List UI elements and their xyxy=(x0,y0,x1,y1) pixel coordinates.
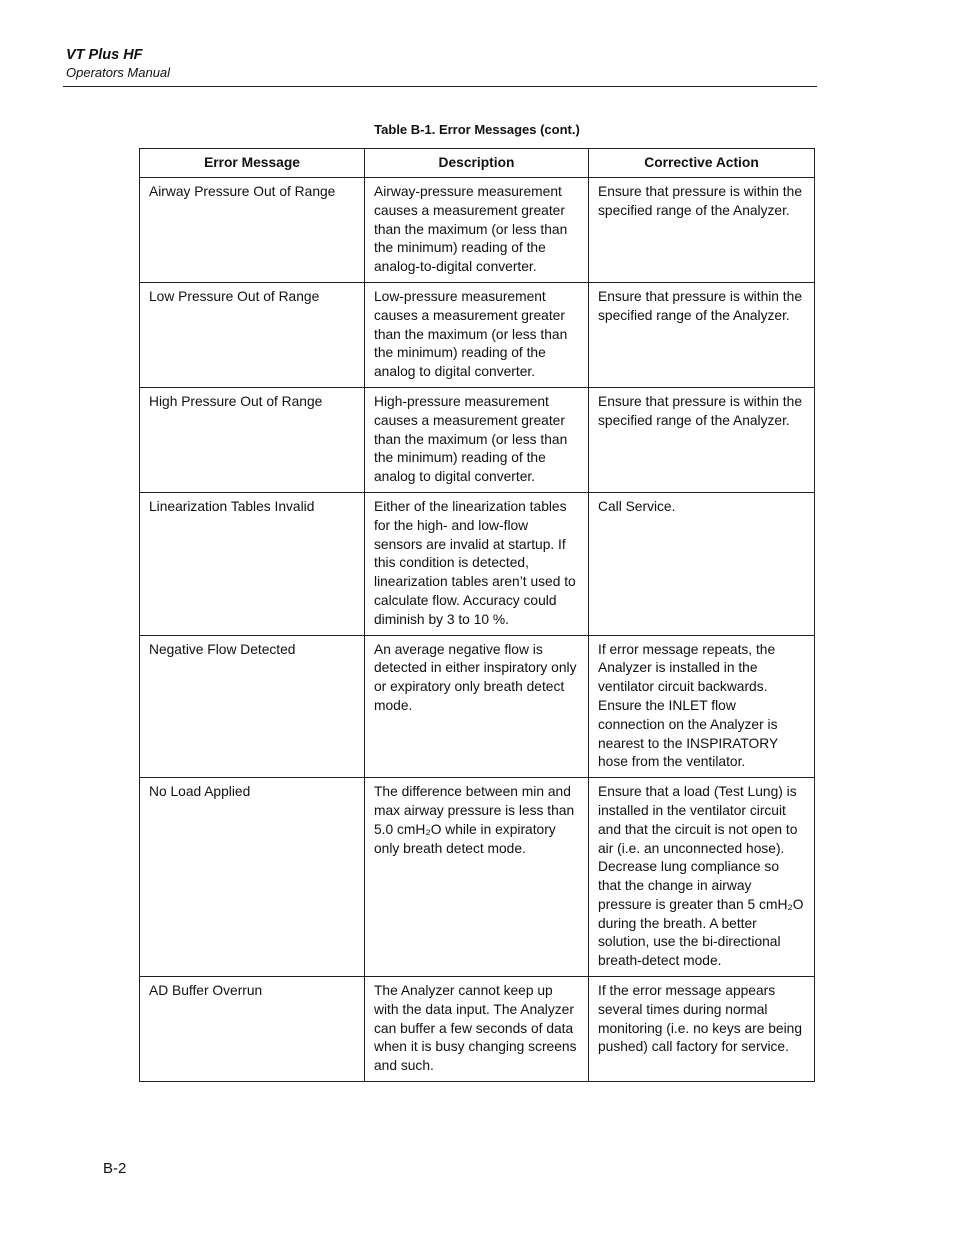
error-message-cell: Negative Flow Detected xyxy=(140,635,365,778)
column-header-corrective-action: Corrective Action xyxy=(589,149,815,178)
table-row xyxy=(140,635,815,778)
error-message-cell: High Pressure Out of Range xyxy=(140,387,365,492)
table-row xyxy=(140,778,815,977)
corrective-action-cell: Ensure that pressure is within the specified range of the Analyzer. xyxy=(589,387,815,492)
error-message-cell: Airway Pressure Out of Range xyxy=(140,178,365,283)
column-header-error-message: Error Message xyxy=(140,149,365,178)
page-header xyxy=(66,46,816,81)
table-row xyxy=(140,282,815,387)
corrective-action-cell: Call Service. xyxy=(589,492,815,635)
error-message-cell: AD Buffer Overrun xyxy=(140,977,365,1082)
table-caption: Table B-1. Error Messages (cont.) xyxy=(374,122,580,137)
description-cell: Low-pressure measurement causes a measurement greater than the maximum (or less than the minimum) reading of the analog to digital converter. xyxy=(365,282,589,387)
description-cell: An average negative flow is detected in either inspiratory only or expiratory only breath detect mode. xyxy=(365,635,589,778)
table-row xyxy=(140,492,815,635)
document-subtitle: Operators Manual xyxy=(66,65,171,80)
table-header-row xyxy=(140,149,815,178)
document-title: VT Plus HF xyxy=(66,47,143,63)
header-divider xyxy=(63,86,817,87)
error-message-cell: Linearization Tables Invalid xyxy=(140,492,365,635)
corrective-action-cell: Ensure that pressure is within the specified range of the Analyzer. xyxy=(589,282,815,387)
table-row xyxy=(140,977,815,1082)
error-message-cell: Low Pressure Out of Range xyxy=(140,282,365,387)
page-number: B-2 xyxy=(103,1160,127,1177)
description-cell: Either of the linearization tables for the high- and low-flow sensors are invalid at startup. If this condition is detected, linearization tables aren’t used to calculate flow. Accuracy could diminish by 3 to 10 %. xyxy=(365,492,589,635)
table-row xyxy=(140,387,815,492)
column-header-description: Description xyxy=(365,149,589,178)
table-row xyxy=(140,178,815,283)
error-message-cell: No Load Applied xyxy=(140,778,365,977)
description-cell: High-pressure measurement causes a measurement greater than the maximum (or less than the minimum) reading of the analog to digital converter. xyxy=(365,387,589,492)
description-cell: The Analyzer cannot keep up with the data input. The Analyzer can buffer a few seconds of data when it is busy changing screens and such. xyxy=(365,977,589,1082)
corrective-action-cell: If the error message appears several times during normal monitoring (i.e. no keys are being pushed) call factory for service. xyxy=(589,977,815,1082)
description-cell: Airway-pressure measurement causes a measurement greater than the maximum (or less than the minimum) reading of the analog-to-digital converter. xyxy=(365,178,589,283)
error-messages-table xyxy=(139,148,815,1082)
description-cell: The difference between min and max airway pressure is less than 5.0 cmH₂O while in expiratory only breath detect mode. xyxy=(365,778,589,977)
corrective-action-cell: If error message repeats, the Analyzer is installed in the ventilator circuit backwards. Ensure the INLET flow connection on the Analyzer is nearest to the INSPIRATORY hose from the ventilator. xyxy=(589,635,815,778)
corrective-action-cell: Ensure that a load (Test Lung) is installed in the ventilator circuit and that the circuit is not open to air (i.e. an unconnected hose). Decrease lung compliance so that the change in airway pressure is greater than 5 cmH₂O during the breath. A better solution, use the bi-directional breath-detect mode. xyxy=(589,778,815,977)
corrective-action-cell: Ensure that pressure is within the specified range of the Analyzer. xyxy=(589,178,815,283)
